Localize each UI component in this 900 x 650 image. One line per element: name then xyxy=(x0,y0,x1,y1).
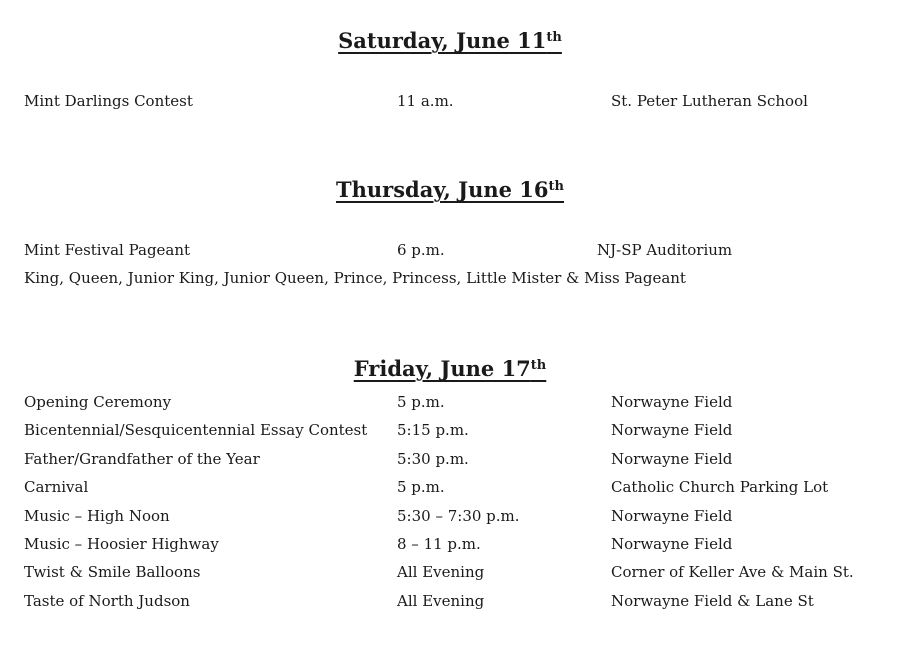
event-time: 5:30 p.m. xyxy=(397,450,469,468)
section-heading-saturday xyxy=(0,28,900,53)
schedule-row xyxy=(0,475,900,499)
event-location: Norwayne Field xyxy=(611,450,733,468)
schedule-row xyxy=(0,390,900,414)
schedule-row xyxy=(0,418,900,442)
heading-text: Friday, June 17th xyxy=(353,356,547,381)
event-location: Norwayne Field xyxy=(611,535,733,553)
event-time: 5:15 p.m. xyxy=(397,421,469,439)
event-name: Mint Darlings Contest xyxy=(24,92,193,110)
event-location: Norwayne Field & Lane St xyxy=(611,592,814,610)
event-name: Opening Ceremony xyxy=(24,393,172,411)
event-name: Music – High Noon xyxy=(24,507,170,525)
heading-text: Thursday, June 16th xyxy=(336,177,564,202)
schedule-row xyxy=(0,589,900,613)
event-name: Father/Grandfather of the Year xyxy=(24,450,260,468)
event-location: Corner of Keller Ave & Main St. xyxy=(611,563,854,581)
event-name: Music – Hoosier Highway xyxy=(24,535,219,553)
section-heading-thursday xyxy=(0,177,900,202)
event-time: 6 p.m. xyxy=(397,241,445,259)
event-time: All Evening xyxy=(397,592,485,610)
schedule-row xyxy=(0,447,900,471)
event-name: Twist & Smile Balloons xyxy=(24,563,201,581)
event-location: St. Peter Lutheran School xyxy=(611,92,808,110)
event-location: Catholic Church Parking Lot xyxy=(611,478,829,496)
heading-text: Saturday, June 11th xyxy=(338,28,562,53)
event-time: All Evening xyxy=(397,563,485,581)
event-time: 5 p.m. xyxy=(397,393,445,411)
event-time: 5 p.m. xyxy=(397,478,445,496)
event-time: 11 a.m. xyxy=(397,92,454,110)
schedule-row xyxy=(0,532,900,556)
event-time: 8 – 11 p.m. xyxy=(397,535,481,553)
event-name: Mint Festival Pageant xyxy=(24,241,191,259)
event-location: NJ-SP Auditorium xyxy=(597,241,733,259)
schedule-row xyxy=(0,560,900,584)
pageant-categories-note: King, Queen, Junior King, Junior Queen, Prince, Princess, Little Mister & Miss Pageant xyxy=(24,269,686,287)
event-name: Bicentennial/Sesquicentennial Essay Contest xyxy=(24,421,368,439)
event-name: Carnival xyxy=(24,478,89,496)
section-heading-friday xyxy=(0,356,900,381)
schedule-row xyxy=(0,89,900,113)
event-name: Taste of North Judson xyxy=(24,592,190,610)
schedule-row xyxy=(0,504,900,528)
event-location: Norwayne Field xyxy=(611,393,733,411)
event-time: 5:30 – 7:30 p.m. xyxy=(397,507,520,525)
event-location: Norwayne Field xyxy=(611,507,733,525)
event-location: Norwayne Field xyxy=(611,421,733,439)
schedule-row xyxy=(0,238,900,262)
